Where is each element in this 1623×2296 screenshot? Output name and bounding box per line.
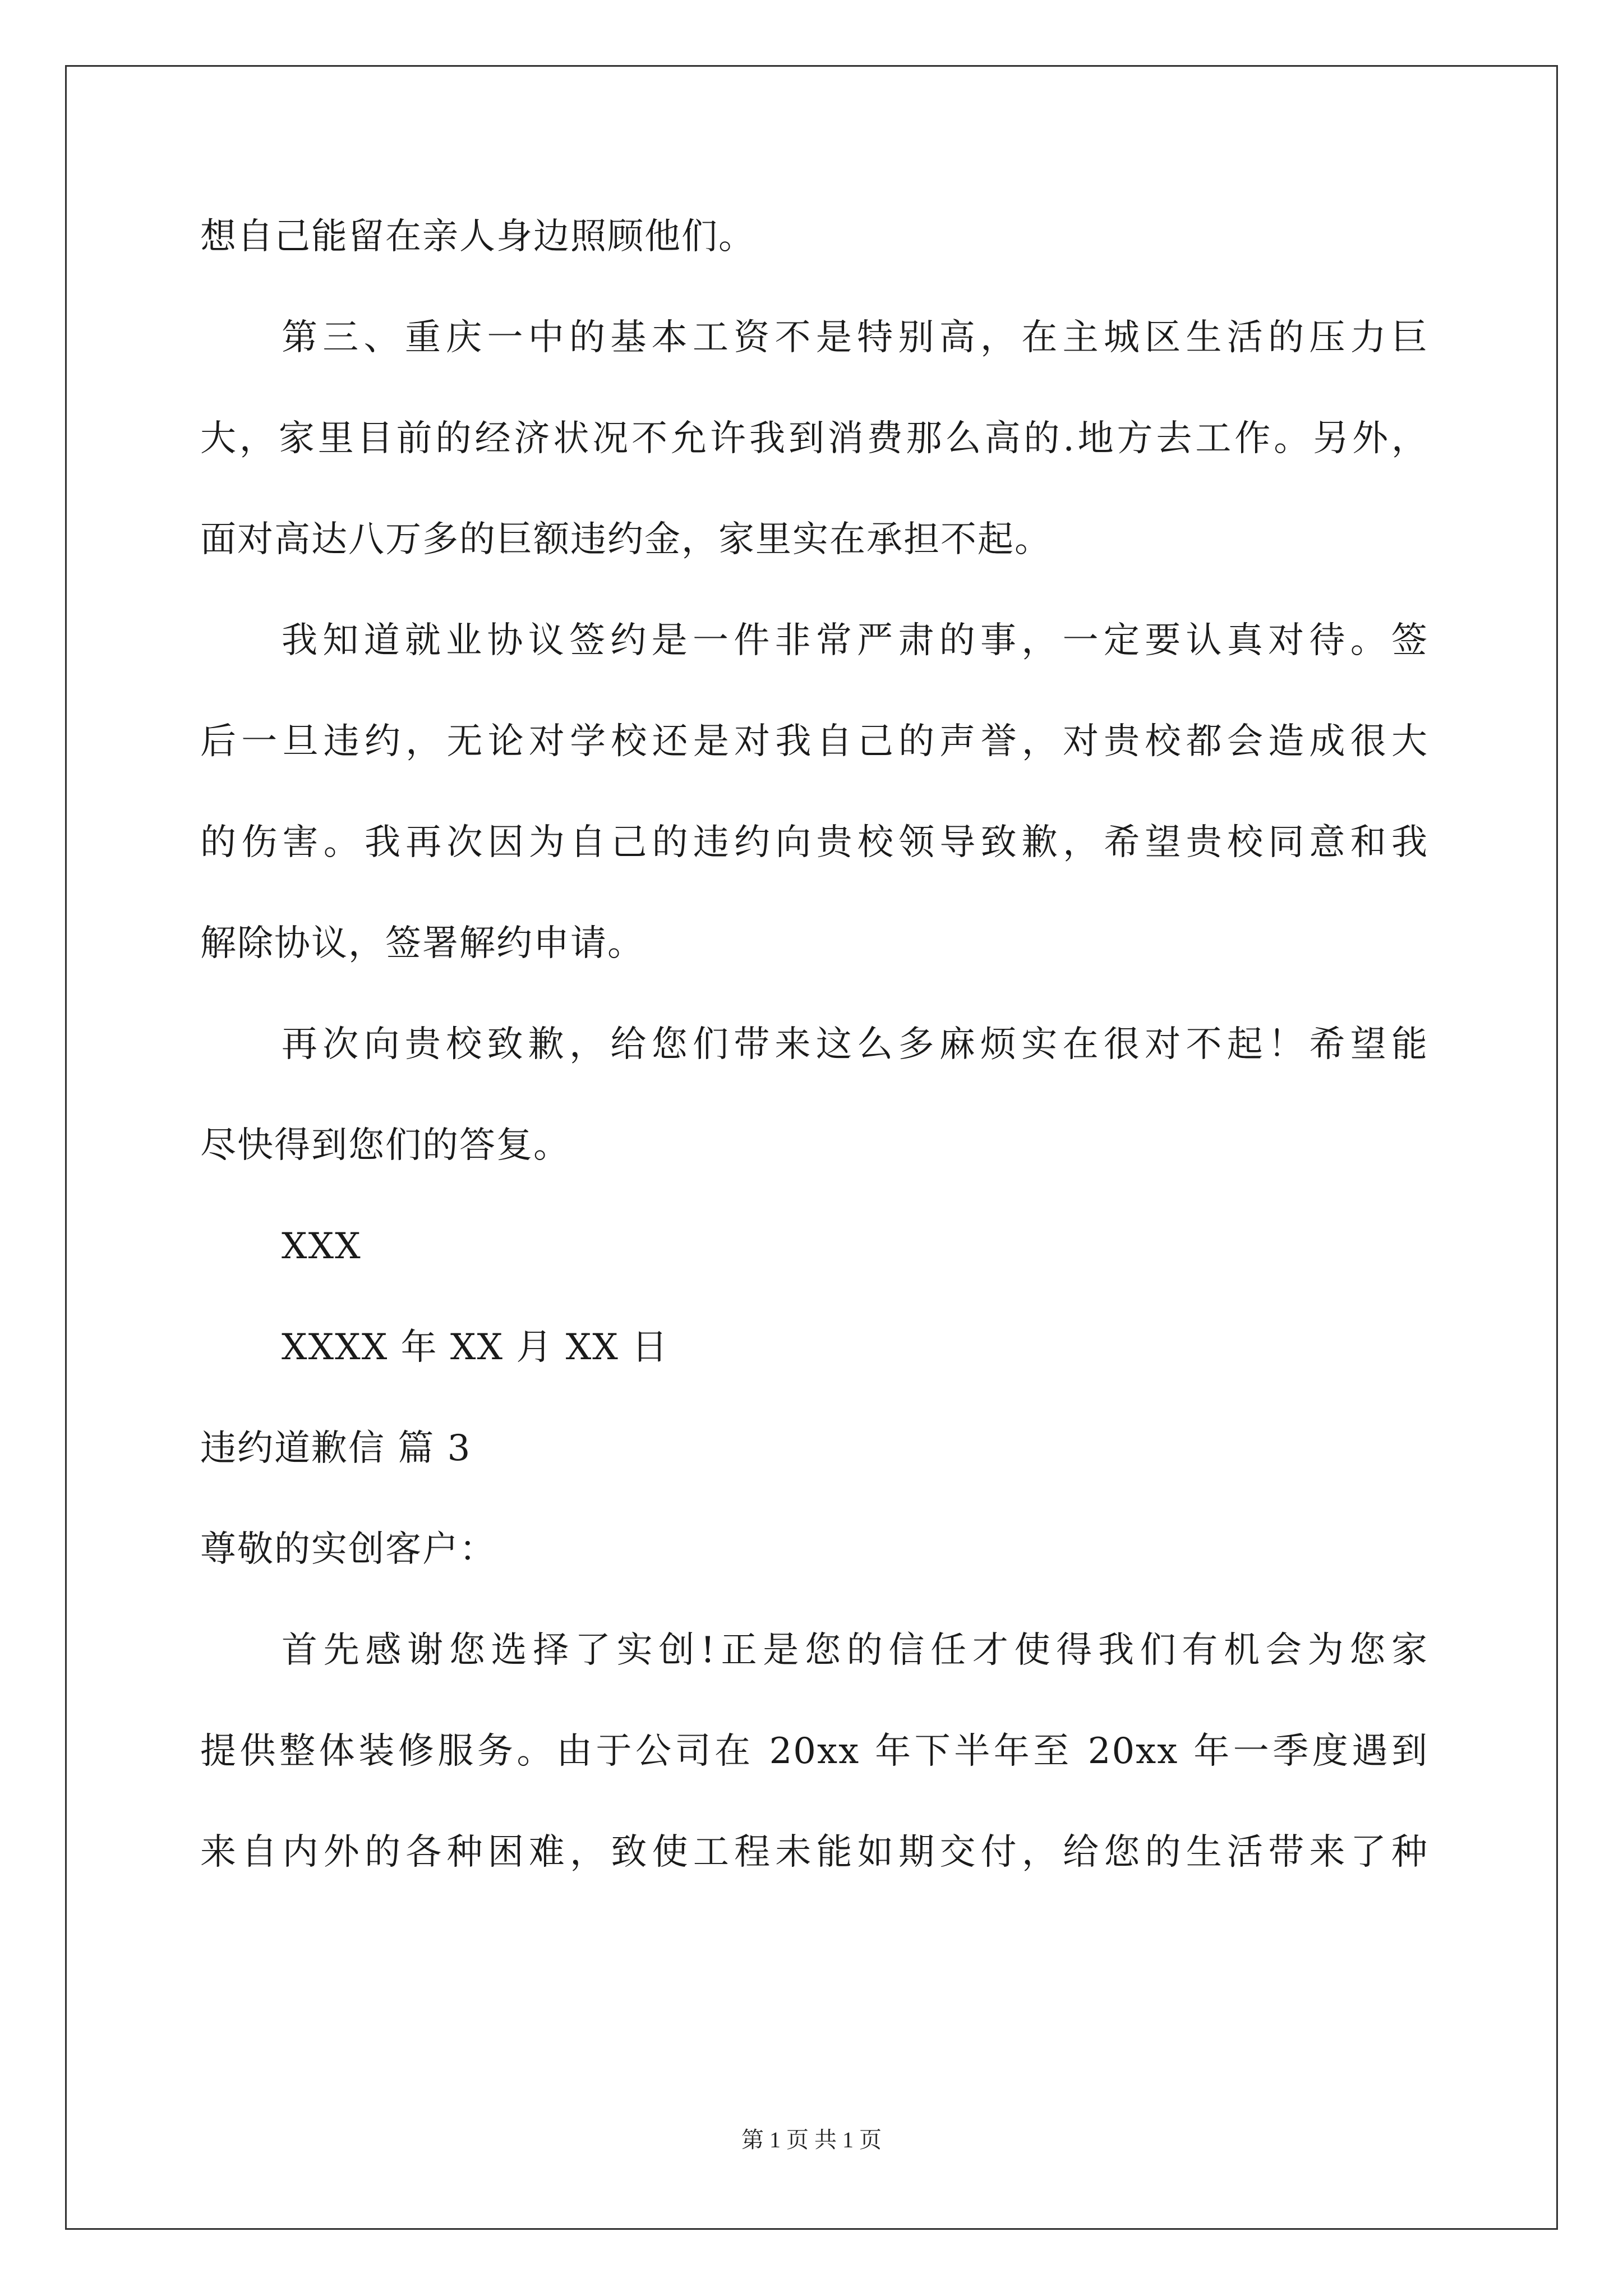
paragraph-line: 我知道就业协议签约是一件非常严肃的事，一定要认真对待。签 [282, 620, 1428, 661]
paragraph-line: 面对高达八万多的巨额违约金，家里实在承担不起。 [200, 519, 1052, 560]
section-heading: 违约道歉信 篇 3 [200, 1428, 472, 1469]
signature-date: XXXX 年 XX 月 XX 日 [282, 1327, 669, 1368]
paragraph-line: 的伤害。我再次因为自己的违约向贵校领导致歉，希望贵校同意和我 [200, 822, 1428, 863]
paragraph-line: 首先感谢您选择了实创!正是您的信任才使得我们有机会为您家 [282, 1630, 1428, 1671]
paragraph-line: 后一旦违约，无论对学校还是对我自己的声誉，对贵校都会造成很大 [200, 721, 1428, 762]
page-number-footer: 第 1 页 共 1 页 [741, 2127, 882, 2152]
paragraph-line: 大，家里目前的经济状况不允许我到消费那么高的.地方去工作。另外， [200, 418, 1428, 459]
paragraph-line: 想自己能留在亲人身边照顾他们。 [200, 216, 755, 257]
paragraph-line: 尽快得到您们的答复。 [200, 1125, 570, 1166]
paragraph-line: 再次向贵校致歉，给您们带来这么多麻烦实在很对不起！希望能 [282, 1024, 1428, 1065]
signature-name: XXX [282, 1226, 362, 1267]
paragraph-line: 来自内外的各种困难，致使工程未能如期交付，给您的生活带来了种 [200, 1832, 1428, 1873]
paragraph-line: 解除协议，签署解约申请。 [200, 923, 644, 964]
paragraph-line: 第三、重庆一中的基本工资不是特别高，在主城区生活的压力巨 [282, 317, 1428, 358]
paragraph-line: 提供整体装修服务。由于公司在 20xx 年下半年至 20xx 年一季度遇到 [200, 1731, 1428, 1772]
salutation: 尊敬的实创客户： [200, 1529, 496, 1570]
